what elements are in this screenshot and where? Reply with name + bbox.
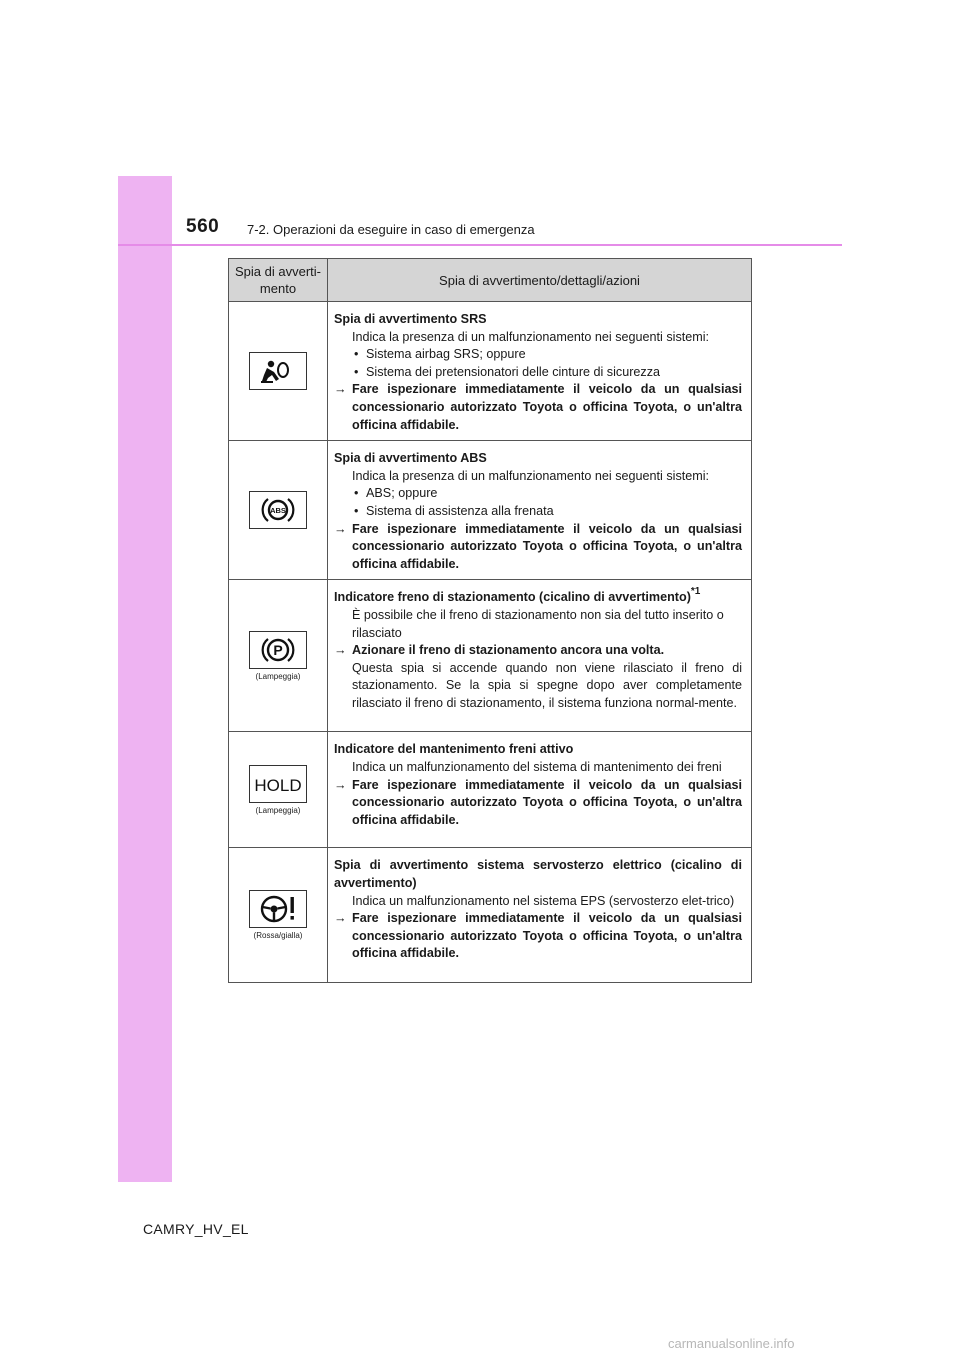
list-item: • Sistema airbag SRS; oppure [354,347,526,362]
table-row [229,441,752,580]
icon-cell [229,302,328,441]
icon-caption: (Lampeggia) [255,671,301,681]
icon-cell [229,848,328,983]
header-details: Spia di avvertimento/dettagli/azioni [328,259,752,302]
row-action: → Fare ispezionare immediatamente il veicolo da un qualsiasi concessionario autorizzato Toyota o officina Toyota, o un'altra officina affidabile. [334,777,742,827]
icon-cell [229,441,328,580]
srs-airbag-icon [249,352,307,390]
icon-cell [229,580,328,732]
row-action: → Fare ispezionare immediatamente il veicolo da un qualsiasi concessionario autorizzato Toyota o officina Toyota, o un'altra officina affidabile. [334,382,742,432]
details-cell [328,848,752,983]
list-item: • ABS; oppure [354,486,438,501]
parking-brake-icon [249,631,307,669]
row-intro: Indica la presenza di un malfunzionamento nei seguenti sistemi: [352,468,710,483]
table-row [229,302,752,441]
details-cell [328,302,752,441]
icon-caption: (Lampeggia) [255,805,301,815]
table-row [229,848,752,983]
row-intro: Indica un malfunzionamento del sistema di mantenimento dei freni [352,759,722,774]
row-title: Spia di avvertimento SRS [334,312,487,326]
header-rule [118,244,842,246]
icon-caption: (Rossa/gialla) [253,931,303,941]
row-extra: Questa spia si accende quando non viene rilasciato il freno di stazionamento. Se la spia si spegne dopo aver completamente rilasciato il freno di stazionamento, il sistema funziona normal-mente. [352,660,742,710]
details-cell [328,580,752,732]
row-title: Indicatore del mantenimento freni attivo [334,742,574,757]
row-action: → Fare ispezionare immediatamente il veicolo da un qualsiasi concessionario autorizzato Toyota o officina Toyota, o un'altra officina affidabile. [334,521,742,571]
icon-cell [229,732,328,848]
table-header-row [229,259,752,302]
watermark: carmanualsonline.info [668,1336,795,1351]
page-number: 560 [186,216,220,237]
footnote-marker: *1 [690,586,701,598]
header-warning-light: Spia di avverti- mento [229,259,328,302]
table-row [229,732,752,848]
row-title: Spia di avvertimento ABS [334,451,487,466]
row-title: Indicatore freno di stazionamento (cicalino di avvertimento)$^{*1}$ [334,586,701,605]
section-title: 7-2. Operazioni da eseguire in caso di emergenza [247,222,535,237]
row-intro: Indica la presenza di un malfunzionamento nei seguenti sistemi: [352,329,710,344]
list-item: • Sistema dei pretensionatori delle cinture di sicurezza [354,364,661,379]
chapter-sidebar [118,176,172,1182]
row-intro: È possibile che il freno di stazionamento non sia del tutto inserito o rilasciato [352,607,724,640]
list-item: • Sistema di assistenza alla frenata [354,503,554,518]
warning-lights-table [228,258,752,983]
details-cell [328,732,752,848]
details-cell [328,441,752,580]
row-action: → Fare ispezionare immediatamente il veicolo da un qualsiasi concessionario autorizzato Toyota o officina Toyota, o un'altra officina affidabile. [334,911,742,961]
hold-icon [249,765,307,803]
eps-steering-icon [249,890,307,928]
footer-model-code: CAMRY_HV_EL [143,1221,249,1237]
svg-text:ABS: ABS [270,506,286,516]
row-intro: Indica un malfunzionamento nel sistema EPS (servosterzo elet-trico) [352,893,735,908]
abs-icon [249,491,307,529]
table-row [229,580,752,732]
svg-text:HOLD: HOLD [254,775,302,795]
row-action: → Azionare il freno di stazionamento ancora una volta. [334,643,665,658]
row-title: Spia di avvertimento sistema servosterzo elettrico (cicalino di avvertimento) [334,858,742,890]
svg-text:P: P [273,641,283,658]
